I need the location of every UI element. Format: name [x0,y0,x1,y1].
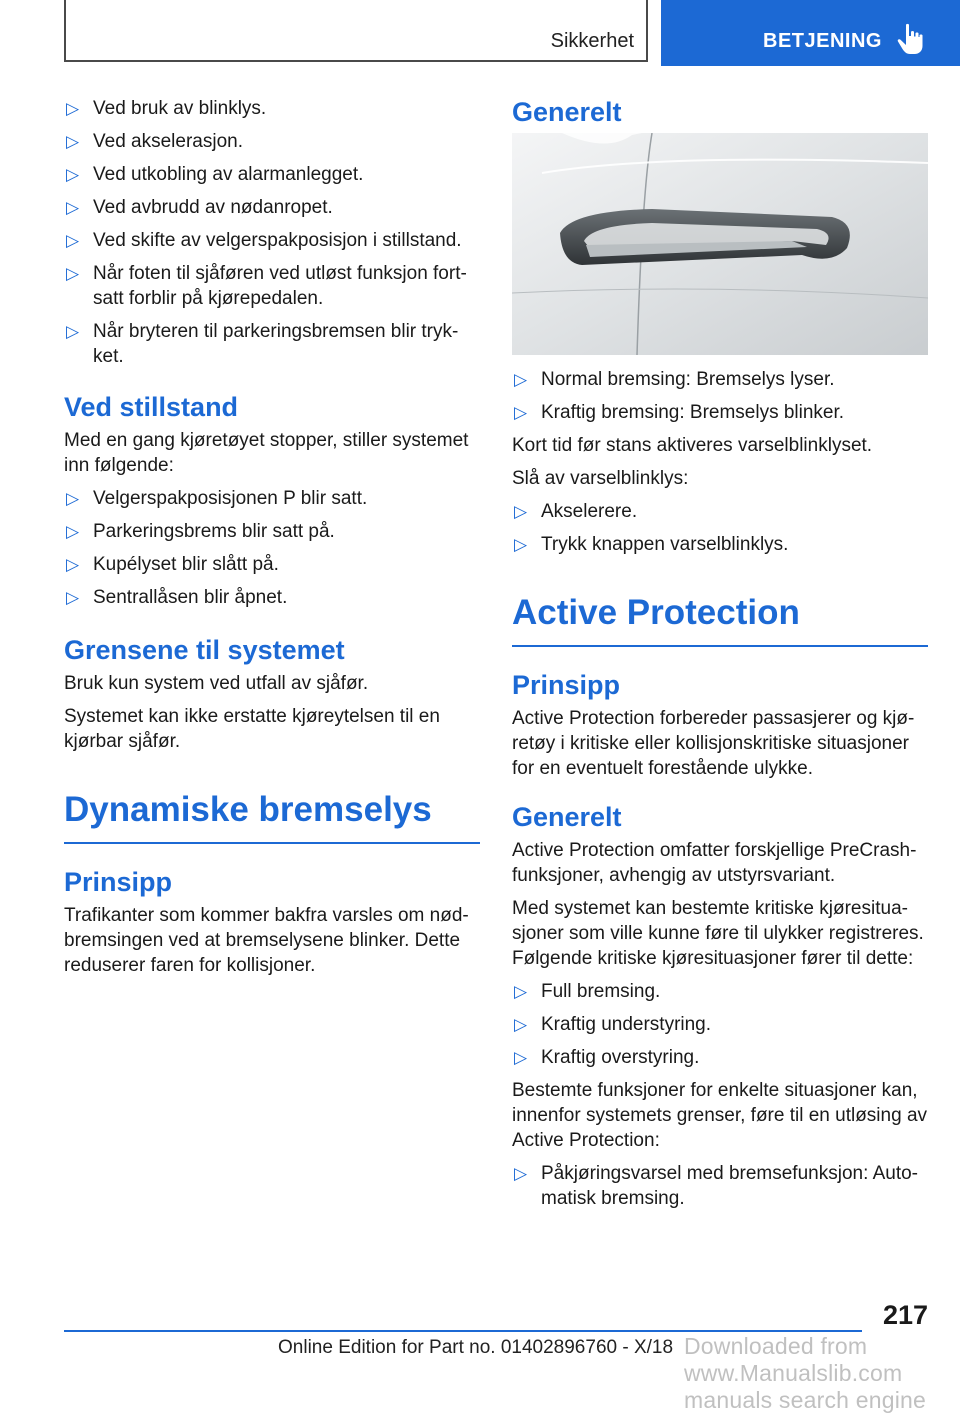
heading-active-protection: Active Protection [512,591,928,647]
rear-light-image [512,133,928,355]
list-item: ▷ Parkeringsbrems blir satt på. [66,521,335,542]
heading-prinsipp: Prinsipp [64,867,173,897]
ap-g-p1: Active Protection omfatter forskjellige PreCrash- funksjoner, avhengig av utstyrsvariant. [512,840,917,886]
footer-divider [64,1330,862,1332]
list-item: ▷ Kraftig bremsing: Bremselys blinker. [514,402,845,423]
ap-prinsipp-text: Active Protection forbereder passasjerer og kjø- retøy i kritiske eller kollisjonskritiske situasjoner for en eventuelt forestående ulykke. [512,708,915,779]
list-item: ▷ Full bremsing. [514,981,661,1002]
section-title: Sikkerhet [550,30,634,52]
heading-generelt-ap: Generelt [512,802,622,832]
heading-ved-stillstand: Ved stillstand [64,392,239,422]
generelt-p1: Kort tid før stans aktiveres varselblinklyset. [512,435,873,456]
stillstand-intro: Med en gang kjøretøyet stopper, stiller systemet inn følgende: [64,430,469,476]
bullet-triangle-icon: ▷ [66,588,80,607]
ap-g-p3: Bestemte funksjoner for enkelte situasjoner kan, innenfor systemets grenser, føre til en utløsing av Active Protection: [512,1080,928,1151]
list-item: ▷ Ved skifte av velgerspakposisjon i stillstand. [66,230,462,251]
bullet-triangle-icon: ▷ [66,132,80,151]
bullet-triangle-icon: ▷ [514,502,528,521]
page-number: 217 [882,1300,928,1330]
left-column [64,96,480,986]
chapter-title: BETJENING [763,30,882,52]
list-item: ▷ Ved akselerasjon. [66,131,243,152]
list-item: ▷ Ved bruk av blinklys. [66,98,267,119]
list-item: ▷ Påkjøringsvarsel med bremsefunksjon: Auto- matisk bremsing. [514,1163,918,1209]
list-item: ▷ Kupélyset blir slått på. [66,554,279,575]
bullet-triangle-icon: ▷ [66,489,80,508]
heading-grensene: Grensene til systemet [64,635,345,665]
list-item: ▷ Ved avbrudd av nødanropet. [66,197,333,218]
bullet-triangle-icon: ▷ [66,99,80,118]
list-item: ▷ Ved utkobling av alarmanlegget. [66,164,364,185]
heading-prinsipp-ap: Prinsipp [512,670,621,700]
list-item: ▷ Sentrallåsen blir åpnet. [66,587,288,608]
bullet-triangle-icon: ▷ [514,982,528,1001]
bullet-triangle-icon: ▷ [514,535,528,554]
bullet-list-top [64,96,480,369]
grenser-p1: Bruk kun system ved utfall av sjåfør. [64,673,369,694]
list-item: ▷ Kraftig understyring. [514,1014,712,1035]
grenser-p2: Systemet kan ikke erstatte kjøreytelsen til en kjørbar sjåfør. [64,706,440,752]
bullet-triangle-icon: ▷ [514,403,528,422]
bullet-triangle-icon: ▷ [66,231,80,250]
bullet-triangle-icon: ▷ [66,264,80,283]
right-column [512,96,928,1219]
list-item: ▷ Trykk knappen varselblinklys. [514,534,789,555]
hand-pointer-icon [895,22,925,56]
heading-dynamiske-bremselys: Dynamiske bremselys [64,788,480,844]
list-item: ▷ Normal bremsing: Bremselys lyser. [514,369,835,390]
watermark-text: Downloaded from www.Manualslib.com manuals search engine [682,1333,960,1414]
bullet-triangle-icon: ▷ [66,198,80,217]
list-item: ▷ Kraftig overstyring. [514,1047,700,1068]
list-item: ▷ Akselerere. [514,501,638,522]
bullet-triangle-icon: ▷ [514,1164,528,1183]
ap-g-p2: Med systemet kan bestemte kritiske kjøresitua- sjoner som ville kunne føre til ulykker registreres. Følgende kritiske kjøresituasjoner fører til dette: [512,898,924,969]
chapter-tab[interactable] [661,0,960,66]
bullet-triangle-icon: ▷ [514,1048,528,1067]
bullet-triangle-icon: ▷ [514,1015,528,1034]
bullet-triangle-icon: ▷ [66,165,80,184]
list-item: ▷ Velgerspakposisjonen P blir satt. [66,488,368,509]
list-item: ▷ Når foten til sjåføren ved utløst funksjon fort- satt forblir på kjørepedalen. [66,263,467,309]
header-section-box [64,0,648,62]
generelt-p2: Slå av varselblinklys: [512,468,689,489]
edition-text: Online Edition for Part no. 01402896760 - X/18 [278,1337,674,1358]
bullet-triangle-icon: ▷ [66,322,80,341]
prinsipp-text: Trafikanter som kommer bakfra varsles om nød- bremsingen ved at bremselysene blinker. Dette reduserer faren for kollisjoner. [64,905,469,976]
bullet-triangle-icon: ▷ [66,522,80,541]
heading-generelt: Generelt [512,97,622,127]
bullet-triangle-icon: ▷ [514,370,528,389]
list-item: ▷ Når bryteren til parkeringsbremsen blir tryk- ket. [66,321,459,367]
bullet-triangle-icon: ▷ [66,555,80,574]
